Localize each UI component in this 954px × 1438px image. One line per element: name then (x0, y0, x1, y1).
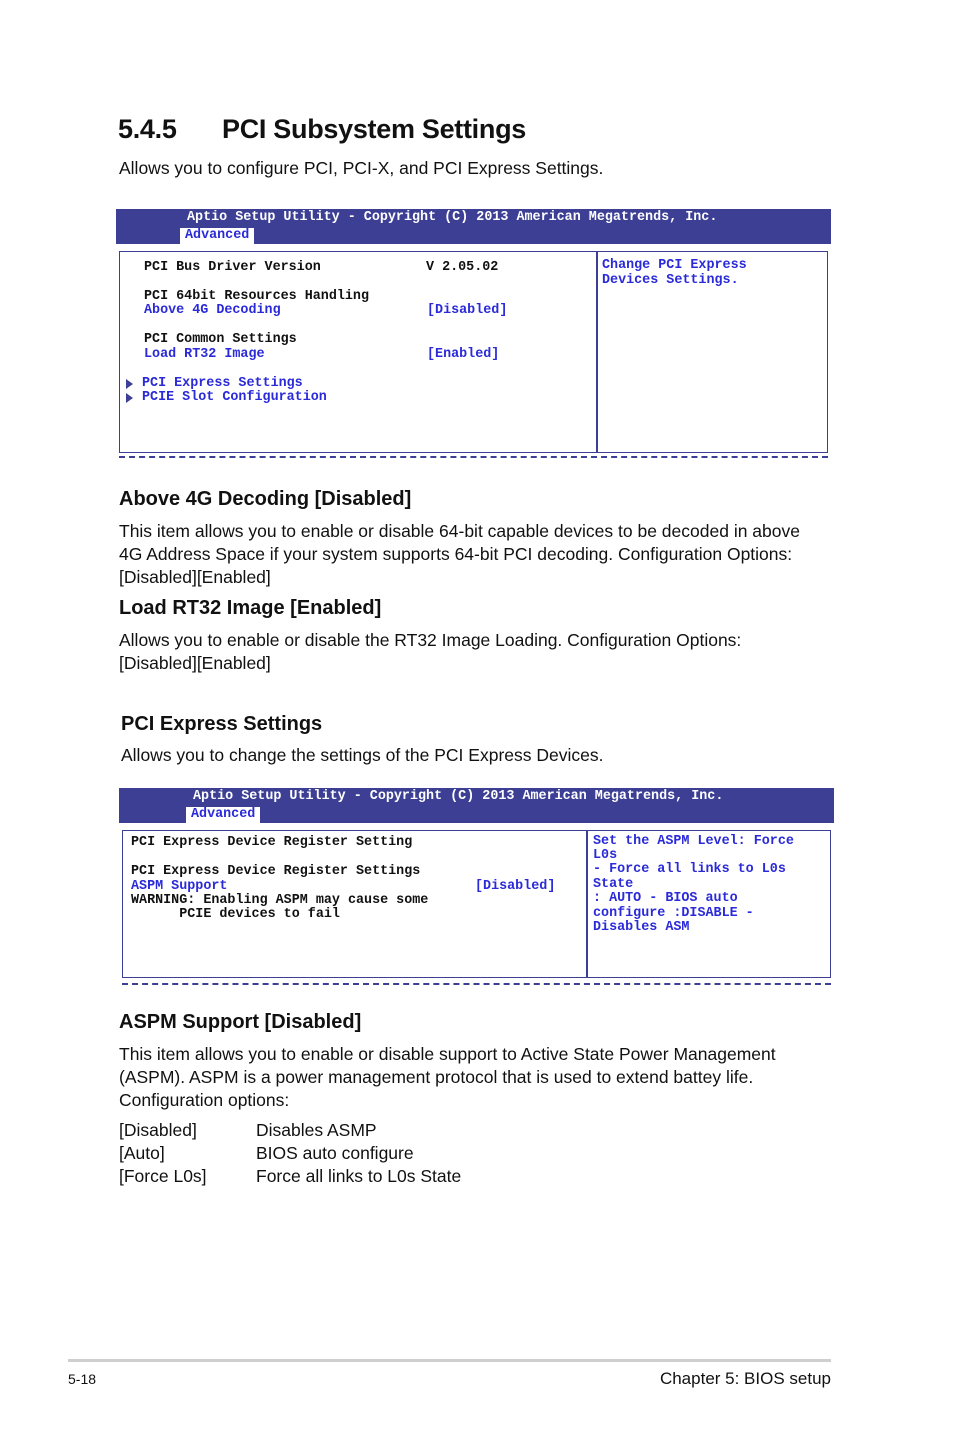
option-row (119, 1119, 461, 1142)
option-row (119, 1165, 461, 1188)
section-heading (118, 114, 526, 145)
bios-item-aspm-support[interactable]: ASPM Support (131, 879, 228, 894)
bios-help-line: State (593, 877, 634, 892)
tab-advanced[interactable]: Advanced (180, 228, 254, 244)
submenu-arrow-icon (126, 393, 133, 403)
page-number: 5-18 (68, 1371, 97, 1387)
text-load-rt32-image: Allows you to enable or disable the RT32 Image Loading. Configuration Options: [Disabled][Enabled] (119, 630, 742, 673)
bios-panel-divider (586, 831, 588, 977)
option-key: [Disabled] (119, 1120, 197, 1140)
bios-line-device-register-settings: PCI Express Device Register Settings (131, 864, 421, 879)
bios-title-bar (116, 209, 831, 244)
section-intro: Allows you to configure PCI, PCI-X, and PCI Express Settings. (119, 158, 604, 178)
bios-help-line: configure :DISABLE - (593, 906, 754, 921)
bios-help-line: - Force all links to L0s (593, 862, 786, 877)
bios-screen-pci-express-settings (119, 788, 834, 988)
text-pci-express-settings: Allows you to change the settings of the PCI Express Devices. (121, 745, 604, 765)
bios-header-text: Aptio Setup Utility - Copyright (C) 2013 American Megatrends, Inc. (187, 210, 718, 225)
heading-above-4g-decoding: Above 4G Decoding [Disabled] (119, 488, 412, 510)
bios-header-text: Aptio Setup Utility - Copyright (C) 2013 American Megatrends, Inc. (193, 789, 724, 804)
bios-help-line: L0s (593, 848, 618, 863)
bios-warning-line: PCIE devices to fail (131, 907, 340, 922)
submenu-arrow-icon (126, 379, 133, 389)
bios-help-line: Devices Settings. (602, 273, 739, 288)
bios-line-64bit-resources: PCI 64bit Resources Handling (144, 289, 369, 304)
bios-help-line: Disables ASM (593, 920, 690, 935)
bios-item-pcie-slot-configuration[interactable]: PCIE Slot Configuration (142, 390, 327, 405)
heading-load-rt32-image: Load RT32 Image [Enabled] (119, 597, 382, 619)
text-aspm-support: This item allows you to enable or disable support to Active State Power Management (ASPM). ASPM is a power management protocol that is used to extend battey life. Configuration options: (119, 1044, 776, 1110)
footer-divider (68, 1359, 831, 1362)
option-desc: BIOS auto configure (256, 1143, 414, 1163)
bios-line-pci-common-settings: PCI Common Settings (144, 332, 297, 347)
heading-pci-express-settings: PCI Express Settings (121, 713, 323, 735)
section-title: PCI Subsystem Settings (222, 114, 526, 144)
bios-value-load-rt32-image[interactable]: [Enabled] (427, 347, 500, 362)
bios-help-line: Set the ASPM Level: Force (593, 834, 794, 849)
bios-line-device-register-setting: PCI Express Device Register Setting (131, 835, 413, 850)
tab-advanced[interactable]: Advanced (186, 807, 260, 823)
bios-warning-line: WARNING: Enabling ASPM may cause some (131, 893, 429, 908)
option-desc: Force all links to L0s State (256, 1166, 462, 1186)
option-desc: Disables ASMP (256, 1120, 377, 1140)
bios-panel-divider (596, 252, 598, 452)
bios-dashed-border (122, 983, 831, 985)
bios-item-pci-express-settings[interactable]: PCI Express Settings (142, 376, 303, 391)
bios-screen-pci-subsystem (116, 209, 831, 459)
section-number: 5.4.5 (118, 114, 177, 144)
option-key: [Auto] (119, 1143, 165, 1163)
bios-value-above-4g-decoding[interactable]: [Disabled] (427, 303, 508, 318)
chapter-label: Chapter 5: BIOS setup (659, 1369, 831, 1388)
bios-line-pci-bus-driver-version: PCI Bus Driver Version (144, 260, 321, 275)
bios-value-aspm-support[interactable]: [Disabled] (475, 879, 556, 894)
option-row (119, 1142, 461, 1165)
bios-title-bar (119, 788, 834, 823)
bios-item-load-rt32-image[interactable]: Load RT32 Image (144, 347, 265, 362)
bios-dashed-border (119, 456, 828, 458)
bios-item-above-4g-decoding[interactable]: Above 4G Decoding (144, 303, 281, 318)
bios-help-line: : AUTO - BIOS auto (593, 891, 738, 906)
option-key: [Force L0s] (119, 1166, 207, 1186)
heading-aspm-support: ASPM Support [Disabled] (119, 1011, 362, 1033)
bios-value-pci-bus-driver-version: V 2.05.02 (426, 260, 499, 275)
aspm-options-table (119, 1119, 461, 1188)
text-above-4g-decoding: This item allows you to enable or disable 64-bit capable devices to be decoded in above 4G Address Space if your system supports 64-bit PCI decoding. Configuration Options: [Disabled][Enabled] (119, 521, 800, 587)
bios-help-line: Change PCI Express (602, 258, 747, 273)
